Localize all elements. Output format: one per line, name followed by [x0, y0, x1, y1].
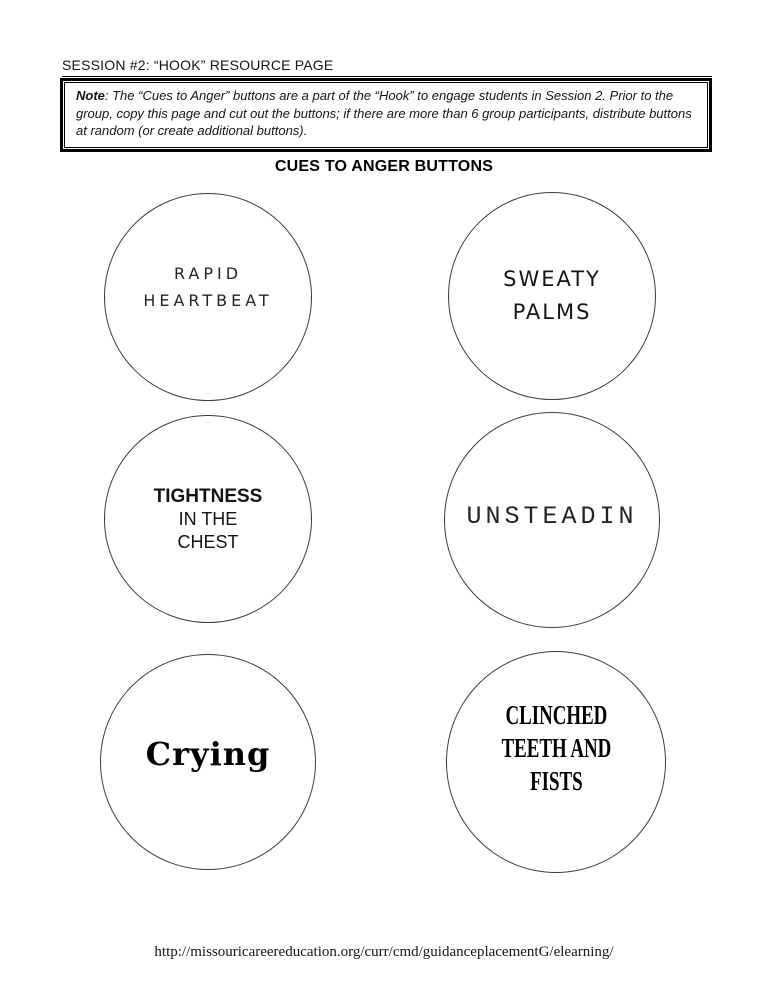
footer-url: http://missouricareereducation.org/curr/cmd/guidanceplacementG/elearning/ — [154, 944, 614, 960]
page-title: CUES TO ANGER BUTTONS — [274, 158, 494, 175]
anger-cue-button-rapid-heartbeat — [104, 193, 312, 401]
note-box — [60, 78, 712, 152]
button-label-line: FISTS — [529, 765, 583, 796]
button-label-line: CHEST — [177, 531, 239, 552]
button-label — [146, 735, 271, 773]
note-text — [76, 87, 693, 140]
button-label — [466, 502, 637, 531]
button-label-line: TIGHTNESS — [153, 485, 263, 507]
button-label-line: HEARTBEAT — [143, 291, 273, 310]
page-header: SESSION #2: “HOOK” RESOURCE PAGE — [62, 57, 712, 77]
note-body: : The “Cues to Anger” buttons are a part of the “Hook” to engage students in Session 2. Prior to the group, copy this page and cut out the buttons; if there are more than 6 group participants, distribute buttons at random (or create additional buttons). — [76, 88, 692, 138]
anger-cue-button-tightness-in-the-chest — [104, 415, 312, 623]
button-label-line: UNSTEADIN — [466, 501, 638, 531]
button-label-line: CLINCHED — [505, 699, 607, 730]
button-label-line: Crying — [145, 735, 271, 773]
note-box-inner — [64, 82, 708, 148]
button-label-line: TEETH AND — [501, 732, 611, 763]
anger-cue-button-sweaty-palms — [448, 192, 656, 400]
button-label — [503, 263, 601, 329]
anger-cue-button-clinched-teeth-and-fists — [446, 651, 666, 873]
button-label — [154, 485, 263, 554]
button-label-line: RAPID — [173, 264, 243, 283]
anger-cue-button-crying — [100, 654, 316, 870]
note-label: Note — [76, 88, 105, 103]
button-label-line: SWEATY — [503, 267, 601, 291]
button-label — [143, 260, 272, 314]
button-label-line: PALMS — [512, 300, 592, 324]
button-label-line: IN THE — [178, 508, 238, 529]
anger-cue-button-unsteadiness — [444, 412, 660, 628]
button-label — [501, 699, 611, 798]
